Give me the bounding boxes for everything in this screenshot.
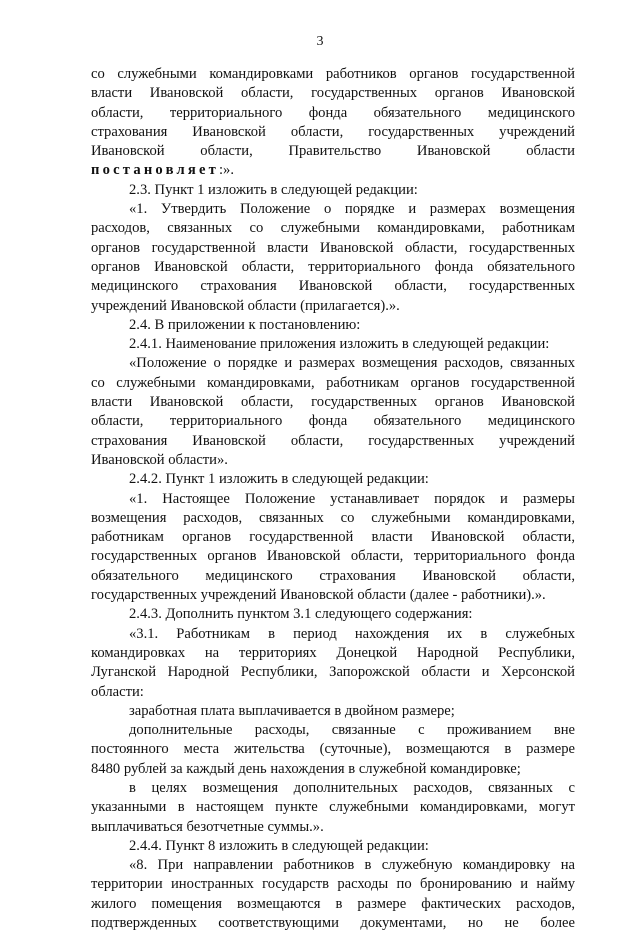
text-line: государственных учреждений Ивановской области (далее - работники).». [91, 587, 546, 604]
text-line: «8. При направлении работников в служебную командировку на [129, 857, 575, 874]
text-line: учреждений Ивановской области (прилагается).». [91, 297, 400, 314]
text-line: в целях возмещения дополнительных расходов, связанных с [129, 779, 575, 796]
text-line: дополнительные расходы, связанные с проживанием вне [129, 722, 575, 739]
text-line: расходов, связанных со служебными командировками, работникам [91, 220, 575, 237]
text-line: власти Ивановской области, государственных органов Ивановской [91, 394, 575, 411]
text-line: постоянного места жительства (суточные), возмещаются в размере [91, 741, 575, 758]
emphasized-word: постановляет [91, 162, 219, 179]
text-line: территории иностранных государств расходы по бронированию и найму [91, 876, 575, 893]
text-line: 8480 рублей за каждый день нахождения в служебной командировке; [91, 760, 521, 777]
text-line: со служебными командировками работников органов государственной [91, 66, 575, 82]
text-line: 2.4.4. Пункт 8 изложить в следующей редакции: [129, 837, 429, 854]
text-line: Ивановской области». [91, 451, 228, 468]
text-line: жилого помещения возмещаются в размере фактических расходов, [91, 895, 575, 912]
text-line: работникам органов государственной власти Ивановской области, [91, 529, 575, 546]
text-line: подтвержденных соответствующими документами, но не более [91, 915, 575, 932]
text-line: командировках на территориях Донецкой Народной Республики, [91, 644, 575, 661]
text-line: возмещения расходов, связанных со служебными командировками, [91, 509, 575, 526]
text-line: области: [91, 683, 144, 700]
text-line: страхования Ивановской области, государственных учреждений [91, 123, 575, 140]
text-line: страхования Ивановской области, государственных учреждений [91, 432, 575, 449]
text-line: органов государственной власти Ивановской области, государственных [91, 239, 575, 256]
text-line: со служебными командировками, работникам органов государственной [91, 374, 575, 391]
document-body [91, 65, 575, 933]
text-line: области, территориального фонда обязательного медицинского [91, 104, 575, 121]
text-line: власти Ивановской области, государственных органов Ивановской [91, 85, 575, 102]
text-line: 2.4.2. Пункт 1 изложить в следующей редакции: [129, 471, 429, 488]
text-line: выплачиваться безотчетные суммы.». [91, 818, 324, 835]
text-line: обязательного медицинского страхования Ивановской области, [91, 567, 575, 584]
text-line: 2.4.3. Дополнить пунктом 3.1 следующего содержания: [129, 606, 473, 623]
text-line: заработная плата выплачивается в двойном размере; [129, 702, 455, 719]
line-tail: :». [219, 162, 234, 179]
text-line: «Положение о порядке и размерах возмещения расходов, связанных [129, 355, 575, 372]
text-line: медицинского страхования Ивановской области, государственных [91, 278, 575, 295]
text-line [91, 161, 575, 180]
text-line: «1. Настоящее Положение устанавливает порядок и размеры [129, 490, 575, 507]
text-line: государственных органов Ивановской области, территориального фонда [91, 548, 575, 565]
text-line: 2.4.1. Наименование приложения изложить в следующей редакции: [129, 336, 550, 353]
text-line: 2.3. Пункт 1 изложить в следующей редакции: [129, 181, 418, 198]
text-line: Луганской Народной Республики, Запорожской области и Херсонской [91, 664, 575, 681]
text-line: 2.4. В приложении к постановлению: [129, 316, 361, 333]
text-line: органов Ивановской области, территориального фонда обязательного [91, 258, 575, 275]
text-line: «3.1. Работникам в период нахождения их в служебных [129, 625, 575, 642]
text-line: указанными в настоящем пункте служебными командировками, могут [91, 799, 575, 816]
text-line: Ивановской области, Правительство Ивановской области [91, 143, 575, 160]
page-number: 3 [316, 34, 324, 49]
text-line: «1. Утвердить Положение о порядке и размерах возмещения [129, 201, 575, 218]
text-line: области, территориального фонда обязательного медицинского [91, 413, 575, 430]
